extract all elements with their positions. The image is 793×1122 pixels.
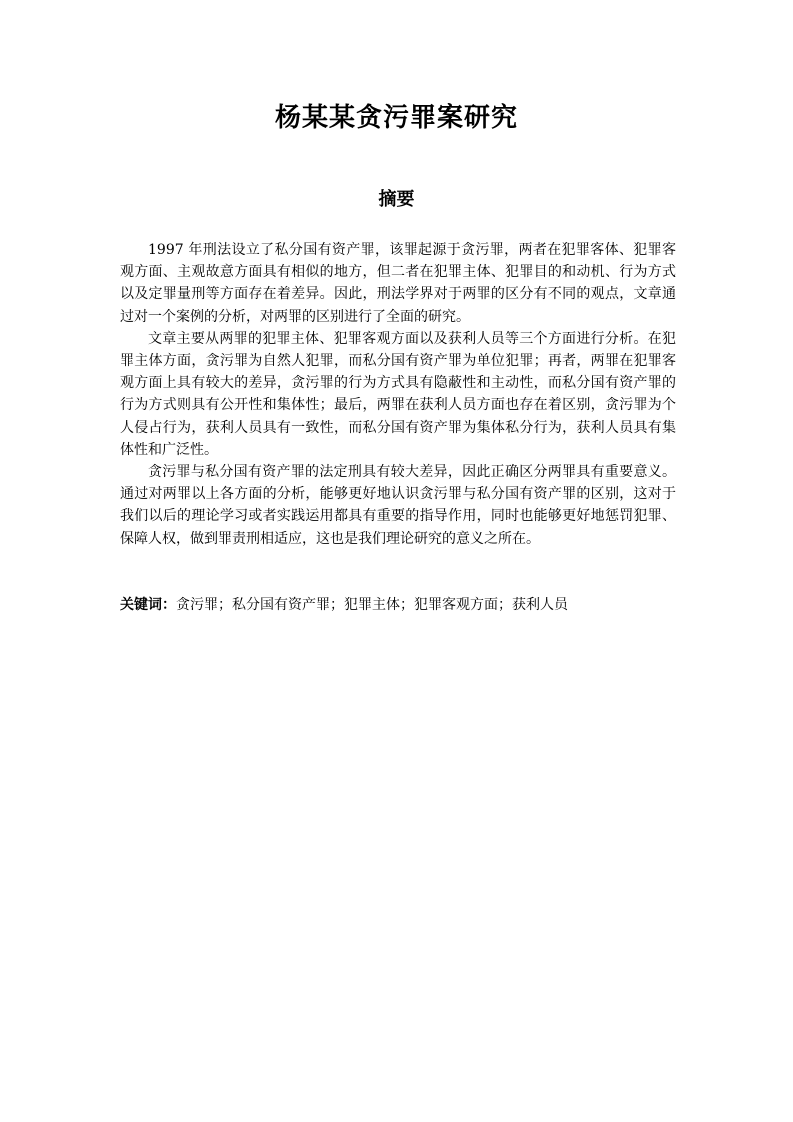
document-title: 杨某某贪污罪案研究 <box>274 103 518 133</box>
abstract-heading: 摘要 <box>378 189 415 210</box>
keywords-text: 贪污罪；私分国有资产罪；犯罪主体；犯罪客观方面；获利人员 <box>176 597 568 613</box>
abstract-paragraph: 1997 年刑法设立了私分国有资产罪，该罪起源于贪污罪，两者在犯罪客体、犯罪客观方面、主观故意方面具有相似的地方，但二者在犯罪主体、犯罪目的和动机、行为方式以及定罪量刑等方面存在着差异。因此，刑法学界对于两罪的区分有不同的观点，文章通过对一个案例的分析，对两罪的区别进行了全面的研究。 <box>120 242 676 325</box>
abstract-paragraph: 文章主要从两罪的犯罪主体、犯罪客观方面以及获利人员等三个方面进行分析。在犯罪主体方面，贪污罪为自然人犯罪，而私分国有资产罪为单位犯罪；再者，两罪在犯罪客观方面上具有较大的差异，贪污罪的行为方式具有隐蔽性和主动性，而私分国有资产罪的行为方式则具有公开性和集体性；最后，两罪在获利人员方面也存在着区别，贪污罪为个人侵占行为，获利人员具有一致性，而私分国有资产罪为集体私分行为，获利人员具有集体性和广泛性。 <box>120 330 676 458</box>
abstract-body <box>120 239 676 550</box>
keywords-label: 关键词： <box>120 597 176 613</box>
keywords-line <box>120 594 676 616</box>
abstract-paragraph: 贪污罪与私分国有资产罪的法定刑具有较大差异，因此正确区分两罪具有重要意义。通过对两罪以上各方面的分析，能够更好地认识贪污罪与私分国有资产罪的区别，这对于我们以后的理论学习或者实践运用都具有重要的指导作用，同时也能够更好地惩罚犯罪、保障人权，做到罪责刑相适应，这也是我们理论研究的意义之所在。 <box>120 464 676 547</box>
